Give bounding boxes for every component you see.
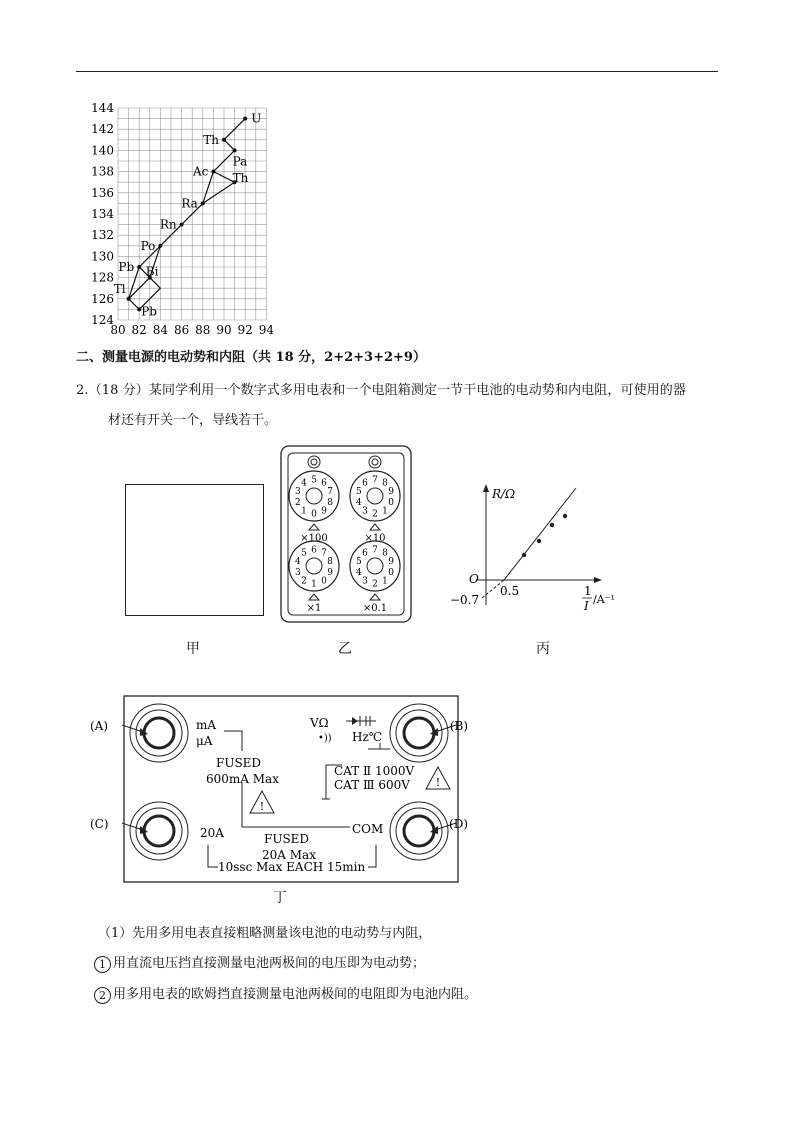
nuclide-point bbox=[222, 138, 226, 142]
nuclide-point bbox=[137, 265, 141, 269]
dial-digit: 8 bbox=[327, 557, 334, 568]
dial-multiplier-x0.1: ×0.1 bbox=[362, 603, 388, 614]
x-tick-label: 90 bbox=[216, 323, 232, 337]
dial-digit: 6 bbox=[362, 478, 368, 489]
nuclide-label: Tl bbox=[113, 281, 126, 296]
dial-digit: 0 bbox=[388, 497, 395, 508]
dial-pointer-icon bbox=[370, 524, 380, 530]
terminal-left bbox=[308, 456, 320, 468]
continuity-icon bbox=[318, 733, 332, 744]
dial-digit: 2 bbox=[301, 576, 307, 587]
dial-digit: 8 bbox=[382, 548, 388, 559]
nuclide-label: Pb bbox=[118, 260, 135, 274]
svg-text:!: ! bbox=[435, 776, 441, 789]
warning-triangle-icon-2 bbox=[426, 767, 450, 789]
dial-digit: 1 bbox=[382, 506, 388, 517]
x-tick-label: 92 bbox=[237, 323, 253, 337]
y-tick-label: 124 bbox=[91, 313, 114, 327]
dial-digit: 5 bbox=[301, 548, 307, 559]
dial-multiplier-x1: ×1 bbox=[306, 603, 322, 614]
dial-digit: 7 bbox=[327, 487, 334, 498]
dial-pointer-icon bbox=[309, 594, 319, 600]
jack-a-label: (A) bbox=[90, 719, 109, 733]
dial-digit: 4 bbox=[355, 497, 362, 508]
ua-label: μA bbox=[196, 734, 213, 748]
com-label: COM bbox=[352, 822, 384, 836]
data-point bbox=[522, 553, 526, 557]
nuclide-point bbox=[201, 201, 205, 205]
dial-digit: 3 bbox=[362, 506, 368, 517]
cat2-label: CAT Ⅱ 1000V bbox=[334, 764, 415, 778]
x-tick-label: 80 bbox=[110, 323, 126, 337]
fused2-label: FUSED bbox=[264, 832, 310, 846]
dial-digit: 3 bbox=[362, 576, 368, 587]
x-tick-label: 88 bbox=[195, 323, 211, 337]
y-tick-label: 132 bbox=[91, 228, 114, 243]
dial-digit: 8 bbox=[327, 497, 334, 508]
nuclide-label: Bi bbox=[145, 264, 159, 279]
nuclide-point bbox=[127, 297, 131, 301]
nuclide-label: Pa bbox=[232, 154, 248, 169]
jack-d bbox=[390, 802, 448, 860]
data-point bbox=[550, 523, 554, 527]
item-number-circle-1: 1 bbox=[94, 956, 111, 973]
dial-knob bbox=[289, 541, 339, 600]
cat3-label: CAT Ⅲ 600V bbox=[334, 778, 410, 792]
dial-digit: 6 bbox=[321, 478, 327, 489]
y-tick-label: 140 bbox=[91, 143, 114, 158]
v-ohm-label: VΩ bbox=[310, 716, 329, 730]
x-tick-label: 94 bbox=[258, 323, 275, 337]
data-point bbox=[537, 539, 541, 543]
dial-digit: 1 bbox=[311, 579, 317, 590]
x-axis-label-den: I bbox=[584, 599, 589, 613]
jack-c-label: (C) bbox=[90, 817, 109, 831]
part1-item2 bbox=[94, 985, 477, 1005]
graph-bing bbox=[440, 480, 640, 615]
data-point bbox=[563, 514, 567, 518]
nuclide-label: Ac bbox=[193, 164, 209, 179]
hz-c-label: Hz℃ bbox=[352, 730, 383, 744]
dial-digit: 4 bbox=[294, 557, 301, 568]
nuclide-label: Pb bbox=[141, 304, 157, 319]
dial-digit: 4 bbox=[355, 567, 362, 578]
jack-d-label: (D) bbox=[449, 817, 468, 831]
caption-jia: 甲 bbox=[186, 641, 200, 657]
y-tick-label: 130 bbox=[91, 249, 114, 264]
section-heading: 二、测量电源的电动势和内阻（共 18 分，2+2+3+2+9） bbox=[76, 350, 426, 365]
dial-pointer-icon bbox=[370, 594, 380, 600]
y-tick-label: 128 bbox=[91, 270, 114, 285]
x-axis-label-num: 1 bbox=[584, 584, 592, 598]
item-number-circle-2: 2 bbox=[94, 987, 111, 1004]
dial-digit: 9 bbox=[321, 506, 327, 517]
x-tick-label: 82 bbox=[131, 323, 147, 337]
part1-intro: （1）先用多用电表直接粗略测量该电池的电动势与内阻， bbox=[98, 926, 432, 941]
nuclide-point bbox=[211, 170, 215, 174]
svg-text:•)): •)) bbox=[318, 733, 332, 744]
dial-knob bbox=[350, 541, 400, 600]
dial-digit: 0 bbox=[321, 576, 327, 587]
fused2-rating: 20A Max bbox=[262, 848, 316, 862]
dial-digit: 6 bbox=[362, 548, 368, 559]
x-tick-label: 84 bbox=[152, 323, 169, 337]
origin-label: O bbox=[469, 572, 479, 586]
terminal-right bbox=[369, 456, 381, 468]
dial-digit: 5 bbox=[311, 475, 317, 486]
dial-digit: 3 bbox=[294, 567, 301, 578]
header-rule bbox=[76, 71, 718, 72]
diode-capacitor-icon bbox=[346, 716, 376, 726]
caption-bing: 丙 bbox=[536, 641, 550, 657]
fused-note: 10ssc Max EACH 15min bbox=[218, 860, 366, 874]
nuclide-label: U bbox=[251, 111, 262, 126]
dial-digit: 5 bbox=[355, 487, 362, 498]
y-tick-label: 144 bbox=[91, 101, 114, 115]
svg-text:!: ! bbox=[259, 800, 265, 813]
caption-ding: 丁 bbox=[273, 890, 287, 906]
nuclide-label: Ra bbox=[181, 196, 198, 211]
dial-digit: 3 bbox=[294, 487, 301, 498]
dial-digit: 4 bbox=[301, 478, 307, 489]
dial-multiplier-x10: ×10 bbox=[364, 533, 386, 544]
y-tick-label: 136 bbox=[91, 185, 114, 200]
nuclide-label: Th bbox=[232, 171, 249, 186]
warning-triangle-icon-1 bbox=[250, 791, 274, 813]
nuclide-label: Rn bbox=[159, 217, 177, 232]
ma-label: mA bbox=[196, 718, 217, 732]
y-tick-label: 126 bbox=[91, 291, 114, 306]
question-line-2: 材还有开关一个，导线若干。 bbox=[108, 413, 278, 428]
dial-multiplier-x100: ×100 bbox=[300, 533, 328, 544]
dial-digit: 5 bbox=[355, 557, 362, 568]
x-axis-label-unit: /A⁻¹ bbox=[593, 593, 615, 606]
jack-b bbox=[390, 704, 448, 762]
y-tick-label: 134 bbox=[91, 207, 114, 221]
nuclide-point bbox=[243, 117, 247, 121]
x-tick-label: 86 bbox=[173, 323, 190, 337]
dial-digit: 6 bbox=[311, 545, 317, 556]
y-tick-label: −0.7 bbox=[450, 593, 480, 607]
dial-digit: 8 bbox=[382, 478, 388, 489]
dial-digit: 1 bbox=[301, 506, 307, 517]
nuclide-point bbox=[158, 244, 162, 248]
dial-digit: 9 bbox=[388, 557, 395, 568]
dial-digit: 7 bbox=[321, 548, 327, 559]
fused1-rating: 600mA Max bbox=[206, 772, 279, 786]
y-axis-label: R/Ω bbox=[492, 487, 516, 501]
dial-digit: 7 bbox=[372, 545, 378, 556]
jack-b-label: (B) bbox=[449, 719, 468, 733]
a20-label: 20A bbox=[200, 826, 224, 840]
dial-digit: 0 bbox=[311, 509, 317, 520]
dial-digit: 9 bbox=[388, 487, 395, 498]
dial-digit: 1 bbox=[382, 576, 388, 587]
y-tick-label: 138 bbox=[91, 164, 114, 179]
x-tick-label: 0.5 bbox=[500, 584, 520, 598]
dial-digit: 2 bbox=[372, 579, 378, 590]
circuit-box-jia bbox=[125, 484, 264, 616]
dial-digit: 9 bbox=[327, 567, 334, 578]
dial-digit: 2 bbox=[372, 509, 378, 520]
item2-text: 用多用电表的欧姆挡直接测量电池两极间的电阻即为电池内阻。 bbox=[113, 987, 478, 1002]
decay-chart bbox=[76, 96, 286, 341]
y-tick-label: 142 bbox=[91, 122, 114, 137]
dial-pointer-icon bbox=[309, 524, 319, 530]
dial-knob bbox=[350, 471, 400, 530]
caption-yi: 乙 bbox=[338, 641, 352, 657]
resistance-box bbox=[280, 445, 412, 623]
dial-digit: 7 bbox=[372, 475, 378, 486]
dial-knob bbox=[289, 471, 339, 530]
nuclide-points bbox=[114, 112, 262, 319]
part1-item1 bbox=[94, 954, 425, 974]
fit-line bbox=[504, 488, 576, 580]
jack-c bbox=[130, 802, 188, 860]
nuclide-point bbox=[233, 148, 237, 152]
multimeter-panel bbox=[90, 695, 470, 887]
nuclide-label: Th bbox=[203, 132, 219, 147]
jack-a bbox=[130, 704, 188, 762]
question-line-1: 2.（18 分）某同学利用一个数字式多用电表和一个电阻箱测定一节干电池的电动势和内电阻，可使用的器 bbox=[76, 383, 686, 398]
chart-tick-labels bbox=[91, 101, 274, 337]
item1-text: 用直流电压挡直接测量电池两极间的电压即为电动势； bbox=[113, 956, 426, 971]
dial-digit: 2 bbox=[294, 497, 301, 508]
nuclide-label: Po bbox=[140, 238, 156, 253]
dial-digit: 0 bbox=[388, 567, 395, 578]
fused1-label: FUSED bbox=[216, 756, 262, 770]
nuclide-point bbox=[180, 223, 184, 227]
